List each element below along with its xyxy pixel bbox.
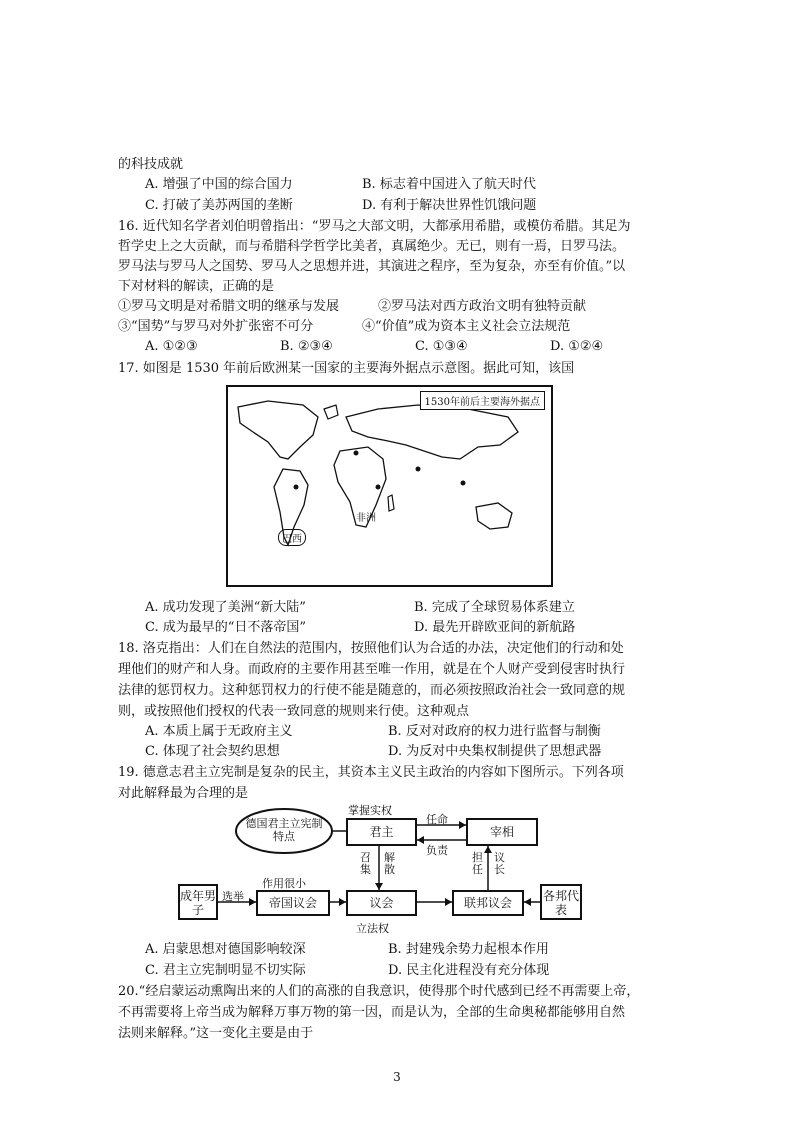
q16-statement: ②罗马法对西方政治文明有独特贡献 <box>378 299 587 314</box>
q18-option-d: D. 为反对中央集权制提供了思想武器 <box>388 744 602 759</box>
label-convene: 召集 <box>360 851 371 876</box>
label-speaker: 议长 <box>494 851 505 876</box>
q19-option-a: A. 启蒙思想对德国影响较深 <box>145 942 306 957</box>
q18-option-b: B. 反对对政府的权力进行监督与制衡 <box>388 724 601 739</box>
q16-statement: ①罗马文明是对希腊文明的继承与发展 <box>118 299 340 314</box>
box-adult-males: 成年男子 <box>178 884 218 920</box>
q20-stem: 法则来解释。”这一变化主要是由于 <box>118 1026 314 1041</box>
q18-option-a: A. 本质上属于无政府主义 <box>145 724 293 739</box>
q16-stem: 罗马法与罗马人之国势、罗马人之思想并进，其演进之程序，至为复杂，亦至有价值。”以 <box>118 259 626 274</box>
q17-option-b: B. 完成了全球贸易体系建立 <box>414 600 575 615</box>
q20-stem: 20.“经启蒙运动熏陶出来的人们的高涨的自我意识，使得那个时代感到已经不再需要上帝， <box>118 984 640 999</box>
diagram-oval-label: 德国君主立宪制特点 <box>245 817 323 843</box>
q16-stem: 下对材料的解读，正确的是 <box>118 279 275 294</box>
map-label-sa: 巴西 <box>278 529 306 546</box>
label-serve: 担任 <box>472 851 483 876</box>
q16-stem: 16. 近代知名学者刘伯明曾指出：“罗马之大部文明，大都承用希腊，或模仿希腊。其足为 <box>118 219 631 234</box>
q18-stem: 法律的惩罚权力。这种惩罚权力的行使不能是随意的，而必须按照政治社会一致同意的规 <box>118 683 626 698</box>
q16-stem: 哲学史上之大贡献，而与希腊科学哲学比美者，真属绝少。无已，则有一焉，日罗马法。 <box>118 239 626 254</box>
label-dissolve: 解散 <box>384 851 395 876</box>
q16-option-c: C. ①③④ <box>415 339 468 354</box>
q17-stem: 17. 如图是 1530 年前后欧洲某一国家的主要海外据点示意图。据此可知，该国 <box>118 361 575 376</box>
label-legislative: 立法权 <box>356 922 389 935</box>
page-number: 3 <box>393 1070 401 1084</box>
q19-stem: 对此解释最为合理的是 <box>118 786 249 801</box>
q15-option-a: A. 增强了中国的综合国力 <box>145 177 293 192</box>
q19-option-c: C. 君主立宪制明显不切实际 <box>145 963 306 978</box>
map-label-africa: 非洲 <box>356 513 376 524</box>
box-monarch: 君主 <box>346 818 417 846</box>
q18-stem: 理他们的财产和人身。而政府的主要作用甚至唯一作用，就是在个人财产受到侵害时执行 <box>118 662 626 677</box>
label-responsible: 负责 <box>426 844 448 857</box>
q16-option-a: A. ①②③ <box>145 339 198 354</box>
box-imperial-council: 帝国议会 <box>256 890 330 916</box>
label-small-role: 作用很小 <box>262 877 306 890</box>
q17-option-c: C. 成为最早的“日不落帝国” <box>145 620 307 635</box>
label-appoint: 任命 <box>426 813 448 826</box>
q16-statement: ④“价值”成为资本主义社会立法规范 <box>362 319 571 334</box>
box-bundesrat: 联邦议会 <box>452 890 524 916</box>
q18-option-c: C. 体现了社会契约思想 <box>145 744 280 759</box>
q19-option-b: B. 封建残余势力起根本作用 <box>388 942 549 957</box>
box-reichstag: 议会 <box>346 890 417 916</box>
q20-stem: 不再需要将上帝当成为解释万事万物的第一因，而是认为，全部的生命奥秘都能够用自然 <box>118 1005 626 1020</box>
q16-statement: ③“国势”与罗马对外扩张密不可分 <box>118 319 314 334</box>
q15-option-b: B. 标志着中国进入了航天时代 <box>362 177 536 192</box>
box-chancellor: 宰相 <box>466 818 538 846</box>
q15-option-c: C. 打破了美苏两国的垄断 <box>145 198 293 213</box>
label-real-power: 掌握实权 <box>348 804 392 817</box>
q16-option-b: B. ②③④ <box>280 339 333 354</box>
q15-option-d: D. 有利于解决世界性饥饿问题 <box>362 198 537 213</box>
q17-option-d: D. 最先开辟欧亚间的新航路 <box>414 620 576 635</box>
q16-option-d: D. ①②④ <box>550 339 604 354</box>
q19-option-d: D. 民主化进程没有充分体现 <box>388 963 550 978</box>
q18-stem: 18. 洛克指出：人们在自然法的范围内，按照他们认为合适的办法，决定他们的行动和处 <box>118 641 624 656</box>
label-elect: 选举 <box>222 890 244 903</box>
q18-stem: 则，或按照他们授权的代表一致同意的规则来行使。这种观点 <box>118 704 470 719</box>
q19-stem: 19. 德意志君主立宪制是复杂的民主，其资本主义民主政治的内容如下图所示。下列各项 <box>118 765 624 780</box>
q17-option-a: A. 成功发现了美洲“新大陆” <box>145 600 306 615</box>
text-line: 的科技成就 <box>118 157 184 172</box>
box-state-reps: 各邦代表 <box>540 884 582 920</box>
map-title: 1530年前后主要海外据点 <box>420 391 545 410</box>
